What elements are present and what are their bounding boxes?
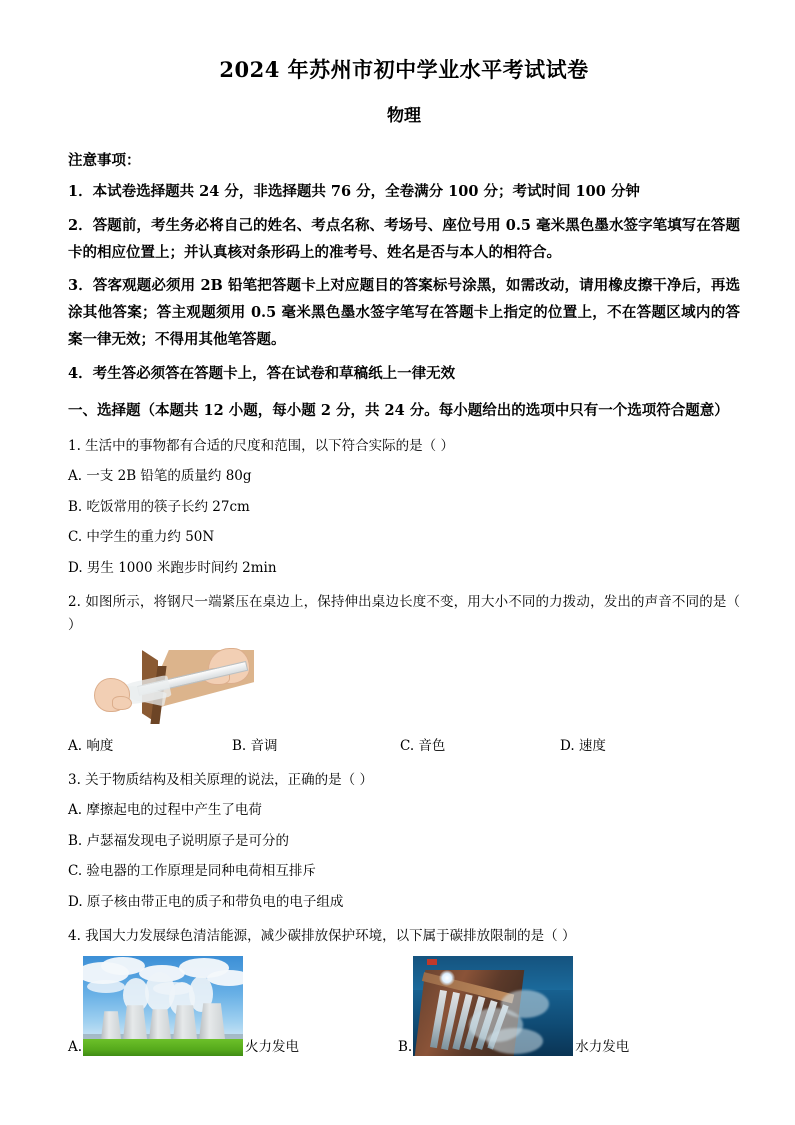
cooling-tower — [123, 1005, 147, 1039]
question-2-option-c[interactable]: C. 音色 — [400, 737, 446, 754]
subject-title: 物理 — [387, 105, 421, 126]
question-2-stem: 2. 如图所示，将钢尺一端紧压在桌边上，保持伸出桌边长度不变，用大小不同的力拨动，发出的声音不同的是（ ） — [68, 593, 740, 634]
question-3-option-d[interactable]: D. 原子核由带正电的质子和带负电的电子组成 — [68, 894, 344, 911]
question-4-option-b[interactable] — [398, 956, 728, 1056]
thermal-power-plant-image — [83, 956, 243, 1056]
hydroelectric-dam-image — [413, 956, 573, 1056]
question-1-stem: 1. 生活中的事物都有合适的尺度和范围，以下符合实际的是（ ） — [68, 437, 454, 454]
question-4-option-b-caption: 水力发电 — [575, 1038, 630, 1055]
question-4-option-b-label: B. — [398, 1038, 413, 1055]
dam-flag — [427, 959, 437, 965]
notice-item-1: 1．本试卷选择题共 24 分，非选择题共 76 分，全卷满分 100 分；考试时间 100 分钟 — [68, 183, 640, 201]
question-4-picture-options — [68, 956, 740, 1056]
notice-item-2: 2．答题前，考生务必将自己的姓名、考点名称、考场号、座位号用 0.5 毫米黑色墨水签字笔填写在答题卡的相应位置上；并认真核对条形码上的准考号、姓名是否与本人的相符合。 — [68, 216, 740, 261]
page-title: 2024 年苏州市初中学业水平考试试卷 — [219, 57, 589, 82]
notice-item-4: 4．考生答必须答在答题卡上，答在试卷和草稿纸上一律无效 — [68, 364, 456, 382]
question-1-option-c[interactable]: C. 中学生的重力约 50N — [68, 529, 215, 546]
left-hand-finger-shape — [112, 696, 132, 710]
notice-item-3: 3．答客观题必须用 2B 铅笔把答题卡上对应题目的答案标号涂黑，如需改动，请用橡皮擦干净后，再选涂其他答案；答主观题须用 0.5 毫米黑色墨水签字笔写在答题卡上指定的位置上，不在答题区域内的答案一律无效；不得用其他笔答题。 — [68, 277, 740, 349]
question-1-option-a[interactable]: A. 一支 2B 铅笔的质量约 80g — [68, 468, 252, 485]
question-2-option-d[interactable]: D. 速度 — [560, 737, 606, 754]
question-3-option-a[interactable]: A. 摩擦起电的过程中产生了电荷 — [68, 802, 262, 819]
section-one-heading: 一、选择题（本题共 12 小题，每小题 2 分，共 24 分。每小题给出的选项中只有一个选项符合题意） — [68, 401, 729, 419]
question-4-stem: 4. 我国大力发展绿色清洁能源，减少碳排放保护环境，以下属于碳排放限制的是（ ） — [68, 927, 576, 944]
question-1-option-d[interactable]: D. 男生 1000 米跑步时间约 2min — [68, 560, 277, 577]
cooling-tower — [149, 1009, 171, 1039]
question-2-options — [68, 735, 740, 759]
cooling-tower — [199, 1003, 225, 1039]
question-2-option-a[interactable]: A. 响度 — [68, 737, 114, 754]
question-2-option-b[interactable]: B. 音调 — [232, 737, 278, 754]
cooling-tower — [173, 1005, 197, 1039]
notice-heading: 注意事项： — [68, 152, 141, 170]
question-4-option-a[interactable] — [68, 956, 398, 1056]
question-1-option-b[interactable]: B. 吃饭常用的筷子长约 27cm — [68, 498, 250, 515]
question-4-option-a-label: A. — [68, 1038, 83, 1055]
cooling-tower — [101, 1011, 121, 1039]
question-3-option-c[interactable]: C. 验电器的工作原理是同种电荷相互排斥 — [68, 863, 316, 880]
question-3-option-b[interactable]: B. 卢瑟福发现电子说明原子是可分的 — [68, 832, 290, 849]
grass-field — [83, 1039, 243, 1056]
question-4-option-a-caption: 火力发电 — [245, 1038, 300, 1055]
question-3-stem: 3. 关于物质结构及相关原理的说法，正确的是（ ） — [68, 771, 373, 788]
question-2-figure — [96, 644, 272, 726]
